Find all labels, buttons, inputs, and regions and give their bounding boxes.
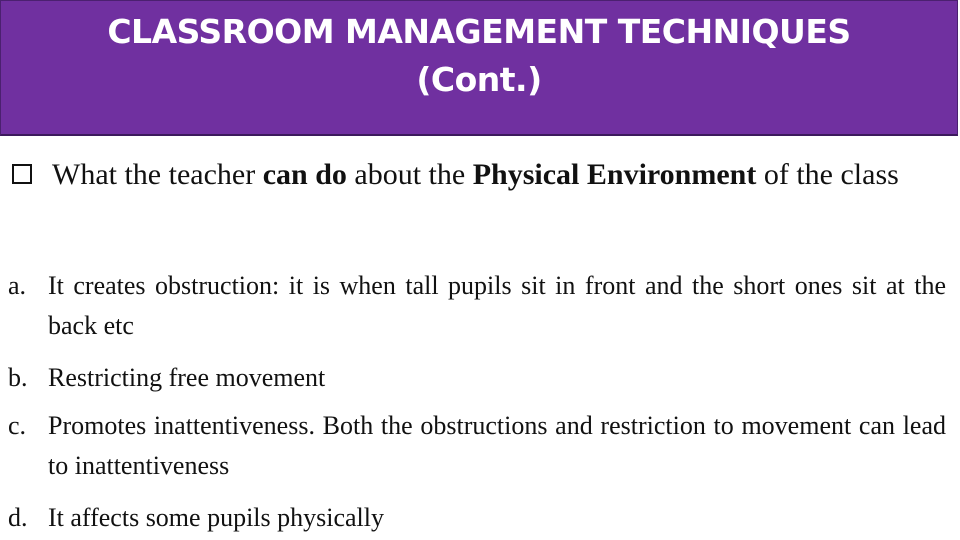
lead-text-part-1: What the teacher [52,158,263,191]
slide-title-line-2: (Cont.) [416,60,542,99]
list-item-text: It creates obstruction: it is when tall pupils sit in front and the short ones sit at the back etc [48,271,946,340]
list-marker: c. [8,411,27,440]
list-item-d [8,498,946,538]
lead-bullet-point [12,152,946,198]
lead-text-part-2: about the [346,158,473,191]
list-item-a [8,266,946,346]
list-item-text: It affects some pupils physically [48,503,385,532]
lead-text [12,152,946,198]
list-marker: d. [8,503,28,532]
title-banner [0,0,958,136]
list-item-b [8,358,946,398]
list-item-c [8,406,946,486]
list-marker: b. [8,363,28,392]
lead-emphasis-physical-environment: Physical Environment [472,158,757,191]
list-item-text: Promotes inattentiveness. Both the obstructions and restriction to movement can lead to inattentiveness [48,411,946,480]
list-item-text: Restricting free movement [48,363,326,392]
hollow-square-bullet-icon [12,164,32,184]
slide-title-line-1: CLASSROOM MANAGEMENT TECHNIQUES [107,12,851,51]
lead-text-part-3: of the class [756,158,899,191]
lead-emphasis-can-do: can do [262,158,347,191]
list-marker: a. [8,271,27,300]
